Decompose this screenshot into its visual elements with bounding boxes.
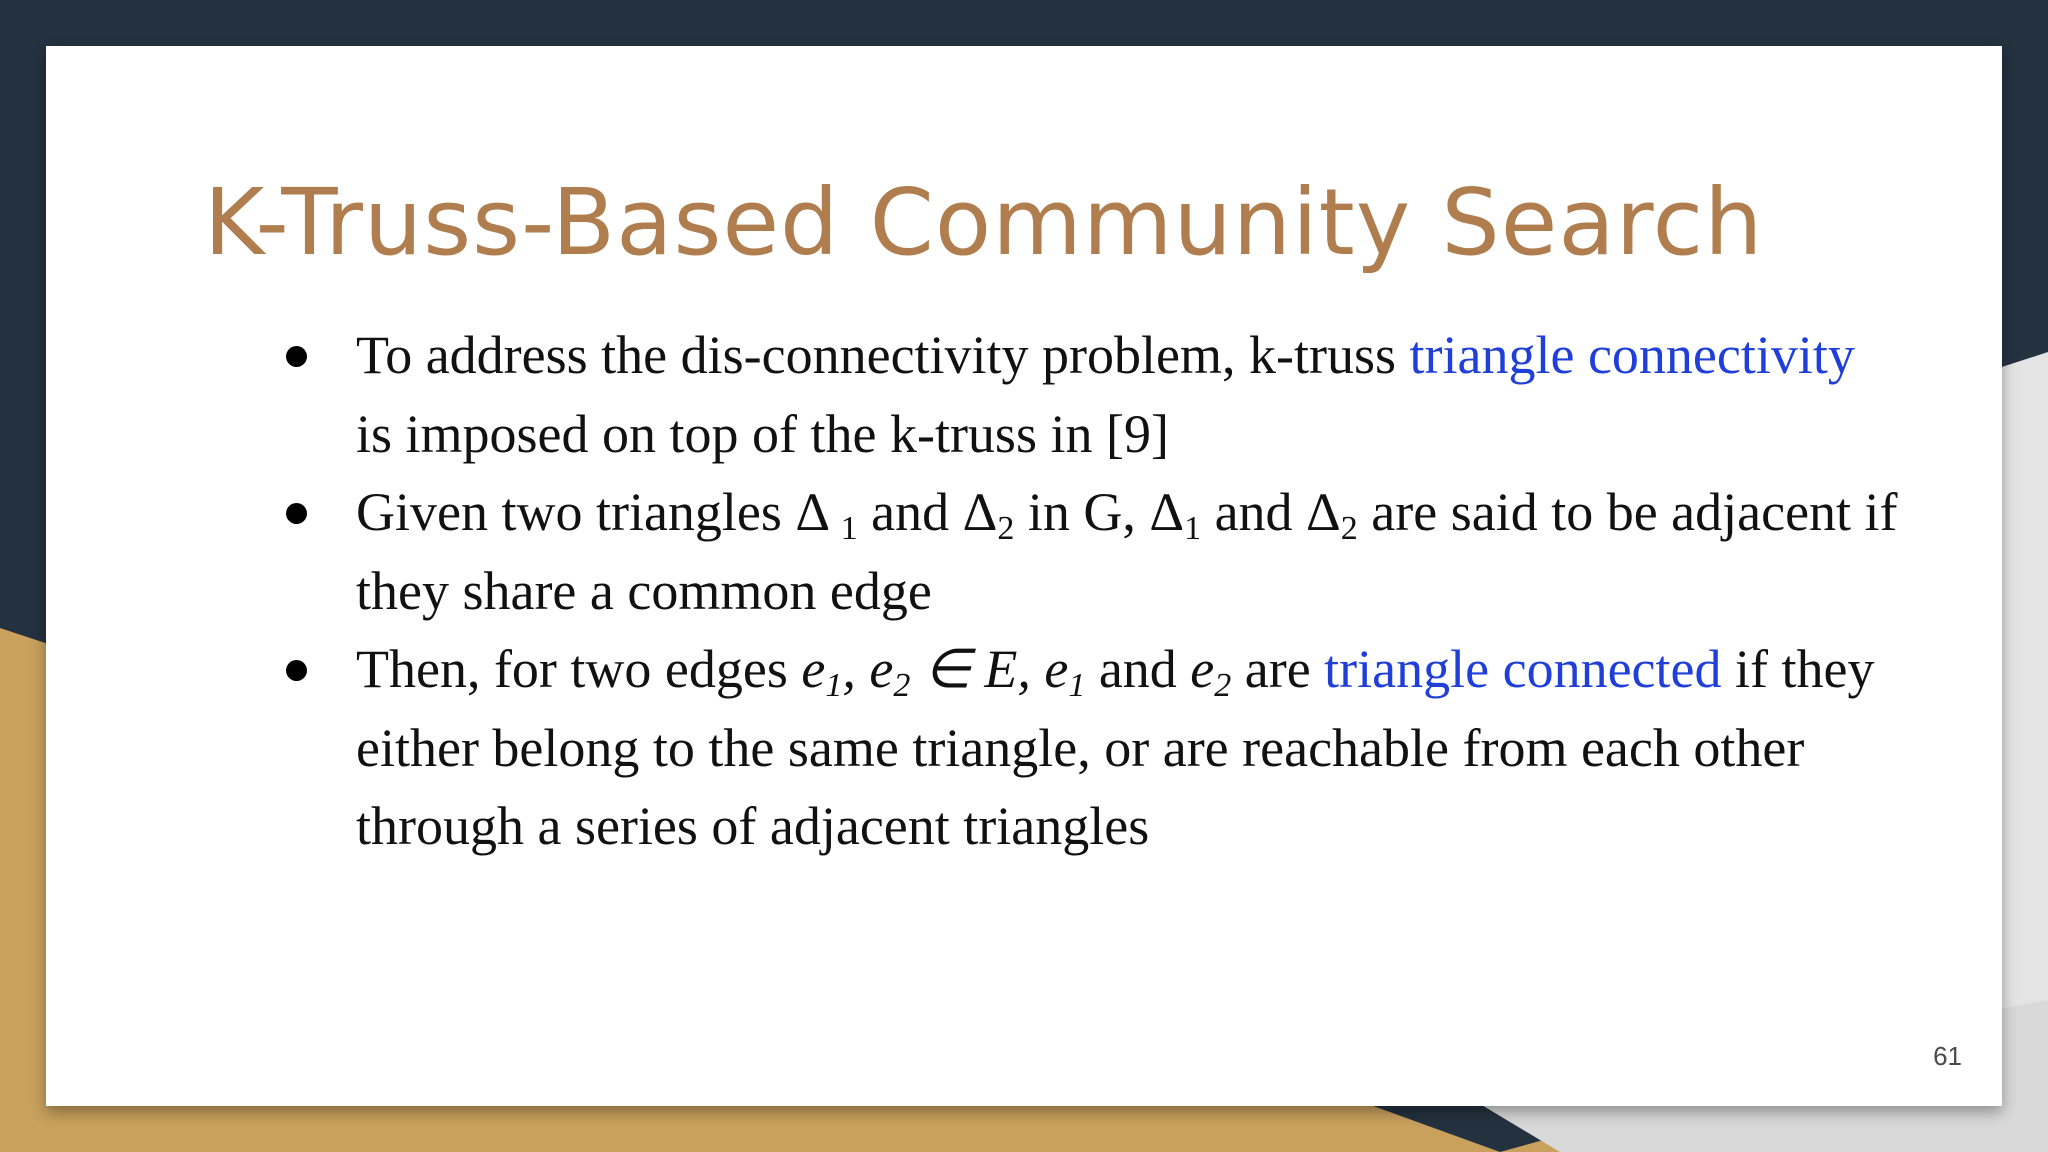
subscript: 1 bbox=[825, 667, 843, 704]
math-var: e bbox=[869, 639, 894, 699]
bullet-text: Then, for two edges bbox=[356, 639, 802, 699]
subscript: 1 bbox=[1068, 667, 1086, 704]
highlight-term: triangle connectivity bbox=[1409, 325, 1855, 385]
slide bbox=[46, 46, 2002, 1106]
bullet-text: Given two triangles Δ bbox=[356, 482, 841, 542]
math-text: , bbox=[842, 639, 870, 699]
bullet-text: if they either belong to the same triangle, or are reachable from each other through a series of adjacent triangles bbox=[356, 639, 1875, 856]
subscript: 2 bbox=[1214, 667, 1232, 704]
math-var: e bbox=[801, 639, 826, 699]
math-text: ∈ E, bbox=[910, 639, 1045, 699]
subscript: 1 bbox=[1184, 510, 1202, 547]
bullet-text: and Δ bbox=[1201, 482, 1341, 542]
bullet-text: and Δ bbox=[857, 482, 998, 542]
bullet-text: are said to be adjacent if they share a common edge bbox=[356, 482, 1898, 621]
bullet-dot-icon bbox=[286, 660, 307, 681]
bullet-dot-icon bbox=[286, 346, 307, 367]
slide-title: K-Truss-Based Community Search bbox=[204, 169, 1764, 276]
bullet-list bbox=[222, 316, 1902, 866]
math-var: e bbox=[1190, 639, 1215, 699]
page-number: 61 bbox=[1933, 1041, 1962, 1071]
bullet-text: in G, Δ bbox=[1014, 482, 1185, 542]
bullet-item bbox=[222, 630, 1902, 866]
bullet-text: are bbox=[1231, 639, 1325, 699]
bullet-text: and bbox=[1085, 639, 1191, 699]
subscript: 1 bbox=[840, 510, 858, 547]
bullet-text: is imposed on top of the k-truss in [9] bbox=[356, 403, 1169, 464]
bullet-item bbox=[222, 473, 1902, 630]
subscript: 2 bbox=[893, 667, 911, 704]
subscript: 2 bbox=[1340, 510, 1358, 547]
bullet-text: To address the dis-connectivity problem, k-truss bbox=[356, 325, 1410, 385]
bullet-dot-icon bbox=[286, 503, 307, 524]
highlight-term: triangle connected bbox=[1324, 639, 1722, 699]
bullet-item bbox=[222, 316, 1902, 473]
subscript: 2 bbox=[997, 510, 1015, 547]
math-var: e bbox=[1044, 639, 1069, 699]
